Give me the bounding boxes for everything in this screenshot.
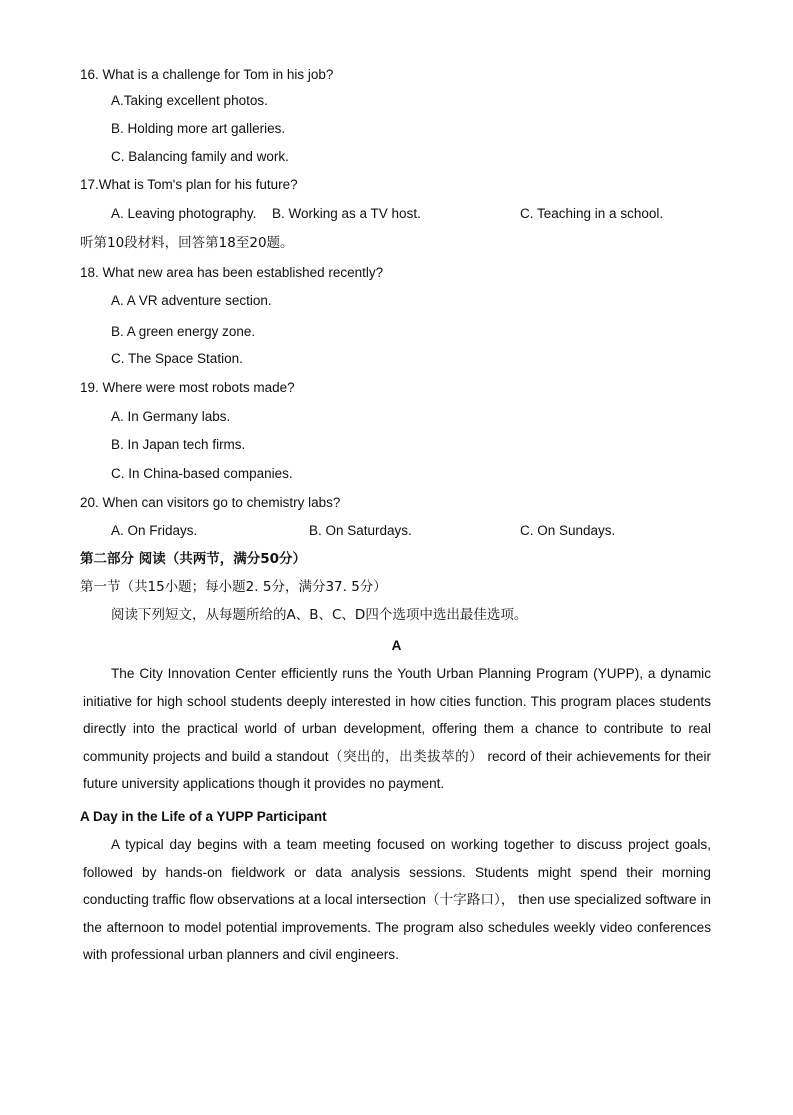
question-20: 20. When can visitors go to chemistry labs?: [80, 495, 341, 510]
q17-option-b: B. Working as a TV host.: [272, 206, 421, 221]
q18-option-a: A. A VR adventure section.: [111, 293, 272, 308]
q20-option-b: B. On Saturdays.: [309, 523, 412, 538]
section1-instruction: 阅读下列短文，从每题所给的A、B、C、D四个选项中选出最佳选项。: [111, 607, 528, 623]
passage-subheading: A Day in the Life of a YUPP Participant: [80, 809, 327, 824]
question-17: 17.What is Tom's plan for his future?: [80, 177, 298, 192]
part2-title: 第二部分 阅读（共两节，满分50分）: [80, 551, 306, 567]
passage-paragraph-1: The City Innovation Center efficiently runs the Youth Urban Planning Program (YUPP), a dynamic initiative for high school students deeply interested in how cities function. This program places students directly into the practical world of urban development, offering them a chance to contribute to real community projects and build a standout（突出的，出类拔萃的） record of their achievements for their future university applications though it provides no payment.: [83, 666, 711, 791]
q17-option-c: C. Teaching in a school.: [520, 206, 664, 221]
passage-label: A: [391, 638, 402, 653]
q16-option-a: A.Taking excellent photos.: [111, 93, 268, 108]
question-18: 18. What new area has been established recently?: [80, 265, 384, 280]
q20-option-a: A. On Fridays.: [111, 523, 198, 538]
q19-option-b: B. In Japan tech firms.: [111, 437, 246, 452]
question-19: 19. Where were most robots made?: [80, 380, 295, 395]
question-16: 16. What is a challenge for Tom in his job?: [80, 67, 334, 82]
listening-instruction: 听第10段材料，回答第18至20题。: [80, 235, 294, 251]
q16-option-b: B. Holding more art galleries.: [111, 121, 286, 136]
q20-option-c: C. On Sundays.: [520, 523, 616, 538]
q16-option-c: C. Balancing family and work.: [111, 149, 289, 164]
q19-option-a: A. In Germany labs.: [111, 409, 231, 424]
q19-option-c: C. In China-based companies.: [111, 466, 293, 481]
section1-title: 第一节（共15小题；每小题2. 5分，满分37. 5分）: [80, 579, 387, 595]
q17-option-a: A. Leaving photography.: [111, 206, 257, 221]
passage-paragraph-2: A typical day begins with a team meeting focused on working together to discuss project goals, followed by hands-on fieldwork or data analysis sessions. Students might spend their morning conducting traffic flow observations at a local intersection（十字路口）， then use specialized software in the afternoon to model potential improvements. The program also schedules weekly video conferences with professional urban planners and civil engineers.: [83, 837, 711, 962]
q18-option-b: B. A green energy zone.: [111, 324, 256, 339]
q18-option-c: C. The Space Station.: [111, 351, 243, 366]
